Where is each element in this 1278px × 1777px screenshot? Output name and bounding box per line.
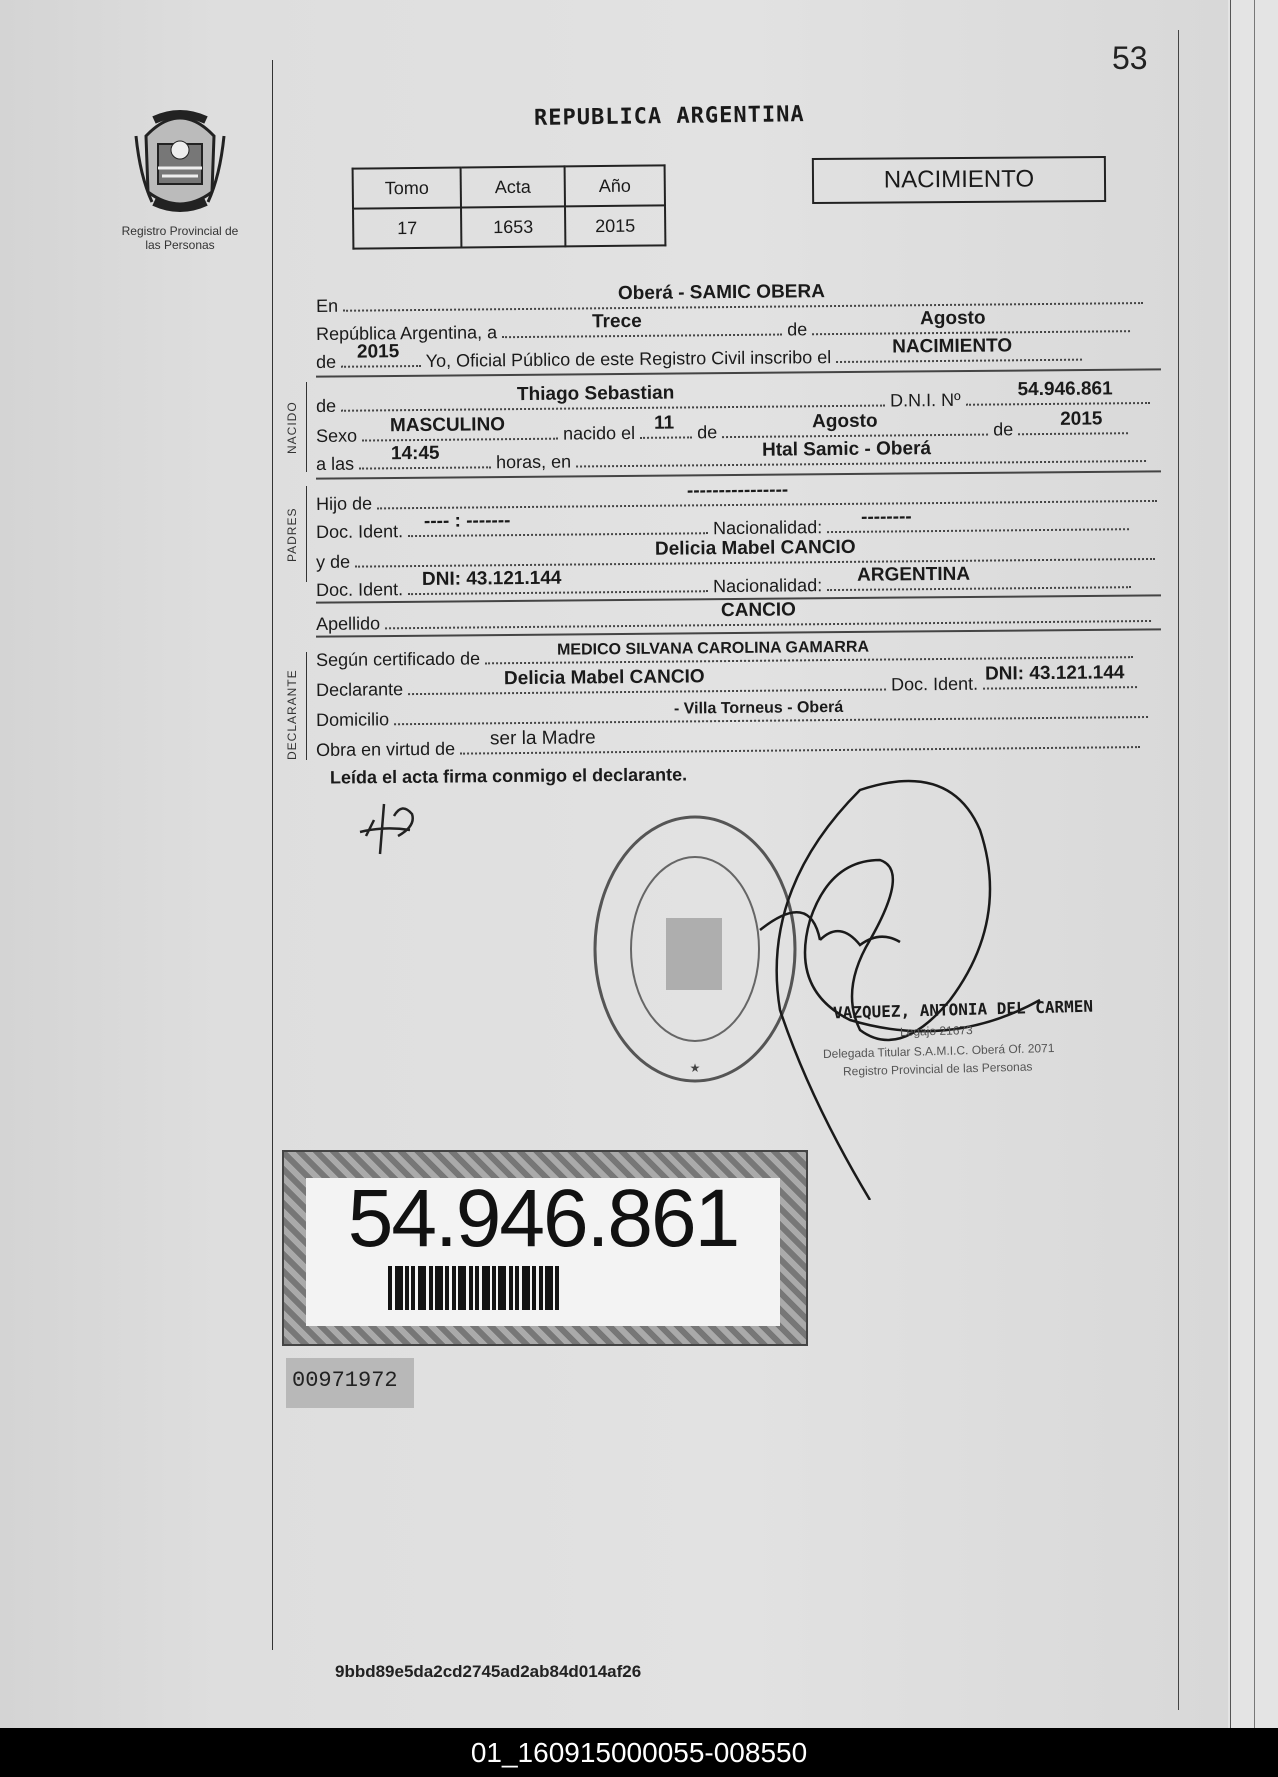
barcode-number: 54.946.861 bbox=[347, 1173, 739, 1264]
label: República Argentina, a bbox=[315, 322, 498, 344]
label: de bbox=[315, 351, 337, 372]
label: de bbox=[787, 319, 808, 340]
label: Declarante bbox=[315, 679, 404, 700]
label: Nacionalidad: bbox=[712, 517, 823, 539]
child-name-value: Thiago Sebastian bbox=[516, 382, 675, 406]
domicilio-value: - Villa Torneus - Oberá bbox=[673, 698, 844, 718]
registro-label: Registro Provincial de las Personas bbox=[121, 224, 239, 252]
label: Doc. Ident. bbox=[890, 673, 979, 695]
label: Apellido bbox=[315, 613, 381, 634]
mother-name-value: Delicia Mabel CANCIO bbox=[654, 536, 856, 560]
label: Doc. Ident. bbox=[315, 579, 404, 600]
act-type-box: NACIMIENTO bbox=[812, 156, 1106, 204]
file-id-footer: 01_160915000055-008550 bbox=[0, 1728, 1278, 1777]
label: D.N.I. Nº bbox=[889, 389, 961, 411]
serial-number: 00971972 bbox=[292, 1368, 398, 1393]
label: Según certificado de bbox=[315, 648, 481, 670]
barcode-bar bbox=[395, 1266, 403, 1310]
father-nationality-value: -------- bbox=[860, 506, 912, 528]
sexo-value: MASCULINO bbox=[389, 414, 506, 437]
birth-day-value: 11 bbox=[653, 412, 675, 434]
ref-value-tomo: 17 bbox=[353, 208, 461, 249]
document-hash: 9bbd89e5da2cd2745ad2ab84d014af26 bbox=[335, 1662, 642, 1681]
misiones-logo bbox=[132, 106, 228, 218]
birth-month-value: Agosto bbox=[812, 410, 878, 433]
ref-header-acta: Acta bbox=[461, 166, 565, 207]
margin-line bbox=[1178, 30, 1179, 1710]
barcode-bar bbox=[482, 1266, 490, 1310]
barcode-bar bbox=[458, 1266, 466, 1310]
act-type-value: NACIMIENTO bbox=[892, 335, 1013, 358]
section-bracket bbox=[306, 382, 307, 472]
father-name-value: ---------------- bbox=[686, 479, 789, 502]
official-org: Registro Provincial de las Personas bbox=[842, 1059, 1033, 1079]
label: de bbox=[697, 422, 718, 443]
birth-place-value: Htal Samic - Oberá bbox=[761, 438, 932, 461]
obra-value: ser la Madre bbox=[489, 727, 596, 750]
barcode-bar bbox=[418, 1266, 426, 1310]
month-value: Agosto bbox=[919, 307, 986, 330]
section-label-padres: PADRES bbox=[285, 507, 299, 562]
ref-value-acta: 1653 bbox=[461, 206, 565, 247]
reference-table bbox=[352, 164, 667, 249]
birth-time-value: 14:45 bbox=[390, 442, 440, 465]
barcode-bar bbox=[498, 1266, 506, 1310]
margin-line bbox=[272, 60, 273, 1650]
label: horas, en bbox=[495, 451, 572, 473]
declarante-value: Delicia Mabel CANCIO bbox=[503, 666, 705, 690]
label: de bbox=[993, 419, 1014, 440]
label: Domicilio bbox=[315, 709, 390, 730]
page-number: 53 bbox=[1112, 40, 1148, 76]
label: Obra en virtud de bbox=[315, 738, 456, 760]
mother-nationality-value: ARGENTINA bbox=[856, 563, 971, 586]
official-name: VAZQUEZ, ANTONIA DEL CARMEN bbox=[832, 996, 1094, 1023]
label: a las bbox=[315, 453, 355, 474]
father-doc-value: ---- : ------- bbox=[423, 510, 511, 532]
place-value: Oberá - SAMIC OBERA bbox=[617, 281, 825, 305]
label: y de bbox=[315, 551, 351, 572]
section-bracket bbox=[306, 652, 307, 760]
birth-year-value: 2015 bbox=[1060, 408, 1103, 430]
barcode-bar bbox=[555, 1266, 559, 1310]
label: Hijo de bbox=[315, 493, 373, 514]
declarante-doc-value: DNI: 43.121.144 bbox=[984, 662, 1125, 685]
svg-text:★: ★ bbox=[689, 1061, 701, 1075]
section-label-nacido: NACIDO bbox=[285, 401, 299, 454]
section-bracket bbox=[306, 486, 307, 582]
official-signature bbox=[750, 770, 1170, 1200]
official-legajo: Legajo 21673 bbox=[899, 1023, 973, 1039]
apellido-value: CANCIO bbox=[720, 599, 797, 622]
label: Sexo bbox=[315, 425, 358, 446]
barcode-bar bbox=[435, 1266, 443, 1310]
page-edge bbox=[1254, 0, 1255, 1728]
mother-doc-value: DNI: 43.121.144 bbox=[421, 567, 562, 590]
ref-header-tomo: Tomo bbox=[353, 168, 461, 209]
official-cargo: Delegada Titular S.A.M.I.C. Oberá Of. 2071 bbox=[822, 1040, 1055, 1062]
year-value: 2015 bbox=[356, 341, 400, 363]
page-edge bbox=[1230, 0, 1231, 1728]
barcode-bar bbox=[522, 1266, 530, 1310]
ref-header-ano: Año bbox=[565, 165, 665, 206]
label: Doc. Ident. bbox=[315, 521, 404, 542]
day-value: Trece bbox=[591, 310, 642, 333]
section-label-declarante: DECLARANTE bbox=[285, 669, 299, 760]
certificado-value: MEDICO SILVANA CAROLINA GAMARRA bbox=[556, 638, 870, 659]
barcode-bar bbox=[545, 1266, 553, 1310]
label: En bbox=[315, 295, 339, 316]
label: Nacionalidad: bbox=[712, 575, 823, 597]
closing-statement: Leída el acta firma conmigo el declarante. bbox=[329, 764, 688, 788]
label: de bbox=[315, 395, 337, 416]
label: nacido el bbox=[562, 422, 636, 444]
document-title: REPUBLICA ARGENTINA bbox=[533, 102, 805, 131]
ref-value-ano: 2015 bbox=[565, 205, 665, 246]
child-dni-value: 54.946.861 bbox=[1017, 378, 1113, 401]
barcode-bars bbox=[388, 1266, 698, 1310]
label: Yo, Oficial Público de este Registro Civil inscribo el bbox=[425, 347, 832, 371]
declarant-signature bbox=[354, 796, 434, 860]
